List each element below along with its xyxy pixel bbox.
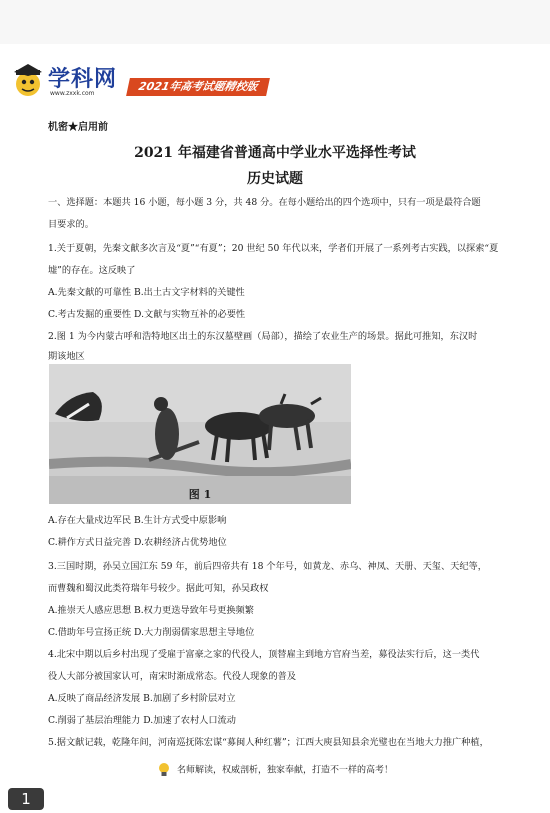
mural-image (49, 364, 351, 504)
page-footer (0, 762, 550, 778)
text-line: 4.北宋中期以后乡村出现了受雇于富豪之家的代役人，顶替雇主到地方官府当差，募役法实行后，这一类代 (48, 649, 480, 660)
text-line: C.削弱了基层治理能力 D.加速了农村人口流动 (48, 715, 236, 726)
text-line: A.先秦文献的可靠性 B.出土古文字材料的关键性 (48, 287, 245, 298)
lightbulb-icon (157, 762, 171, 778)
figure-caption: 图 1 (188, 488, 212, 501)
text-line: C.耕作方式日益完善 D.农耕经济占优势地位 (48, 537, 227, 548)
text-line: C.考古发掘的重要性 D.文献与实物互补的必要性 (48, 309, 246, 320)
edition-banner: 2021年高考试题精校版 (126, 78, 270, 96)
site-logo (10, 58, 270, 108)
brand-name: 学科网 (48, 67, 118, 92)
text-line: 期该地区 (48, 351, 85, 362)
text-line: A.推崇天人感应思想 B.权力更迭导致年号更换频繁 (48, 605, 254, 616)
mascot-icon (10, 60, 50, 104)
text-line: 2.图 1 为今内蒙古呼和浩特地区出土的东汉墓壁画（局部），描绘了农业生产的场景。据此可推知，东汉时 (48, 331, 478, 342)
text-line: 5.据文献记载，乾隆年间，河南巡抚陈宏谋“募闽人种红薯”；江西大庾县知县余光璧也在当地大力推广种植， (48, 737, 489, 748)
brand-url: www.zxxk.com (50, 90, 95, 97)
text-line: 墟”的存在。这反映了 (48, 265, 136, 276)
viewer-top-bar (0, 0, 550, 45)
text-line: 3.三国时期，孙吴立国江东 59 年，前后四帝共有 18 个年号，如黄龙、赤乌、神凤、天册、天玺、天纪等， (48, 561, 487, 572)
footer-text: 名师解读，权威剖析，独家奉献，打造不一样的高考！ (176, 765, 393, 776)
text-line: 一、选择题：本题共 16 小题，每小题 3 分，共 48 分。在每小题给出的四个选项中，只有一项是最符合题 (48, 197, 481, 208)
text-line: 而曹魏和蜀汉此类符瑞年号较少。据此可知，孙吴政权 (48, 583, 269, 594)
text-line: C.借助年号宣扬正统 D.大力削弱儒家思想主导地位 (48, 627, 255, 638)
text-line: A.存在大量戍边军民 B.生计方式受中原影响 (48, 515, 227, 526)
exam-title: 2021 年福建省普通高中学业水平选择性考试 (134, 145, 416, 161)
exam-subtitle: 历史试题 (247, 171, 303, 187)
page-number-badge[interactable]: 1 (8, 788, 44, 810)
text-line: 役人大部分被国家认可，南宋时渐成常态。代役人现象的普及 (48, 671, 297, 682)
text-line: 目要求的。 (48, 219, 94, 230)
mural-figure (49, 364, 351, 504)
confidential-label: 机密★启用前 (48, 122, 108, 133)
text-line: 1.关于夏朝，先秦文献多次言及“夏”“有夏”；20 世纪 50 年代以来，学者们开展了一系列考古实践，以探索“夏 (48, 243, 499, 254)
text-line: A.反映了商品经济发展 B.加剧了乡村阶层对立 (48, 693, 236, 704)
